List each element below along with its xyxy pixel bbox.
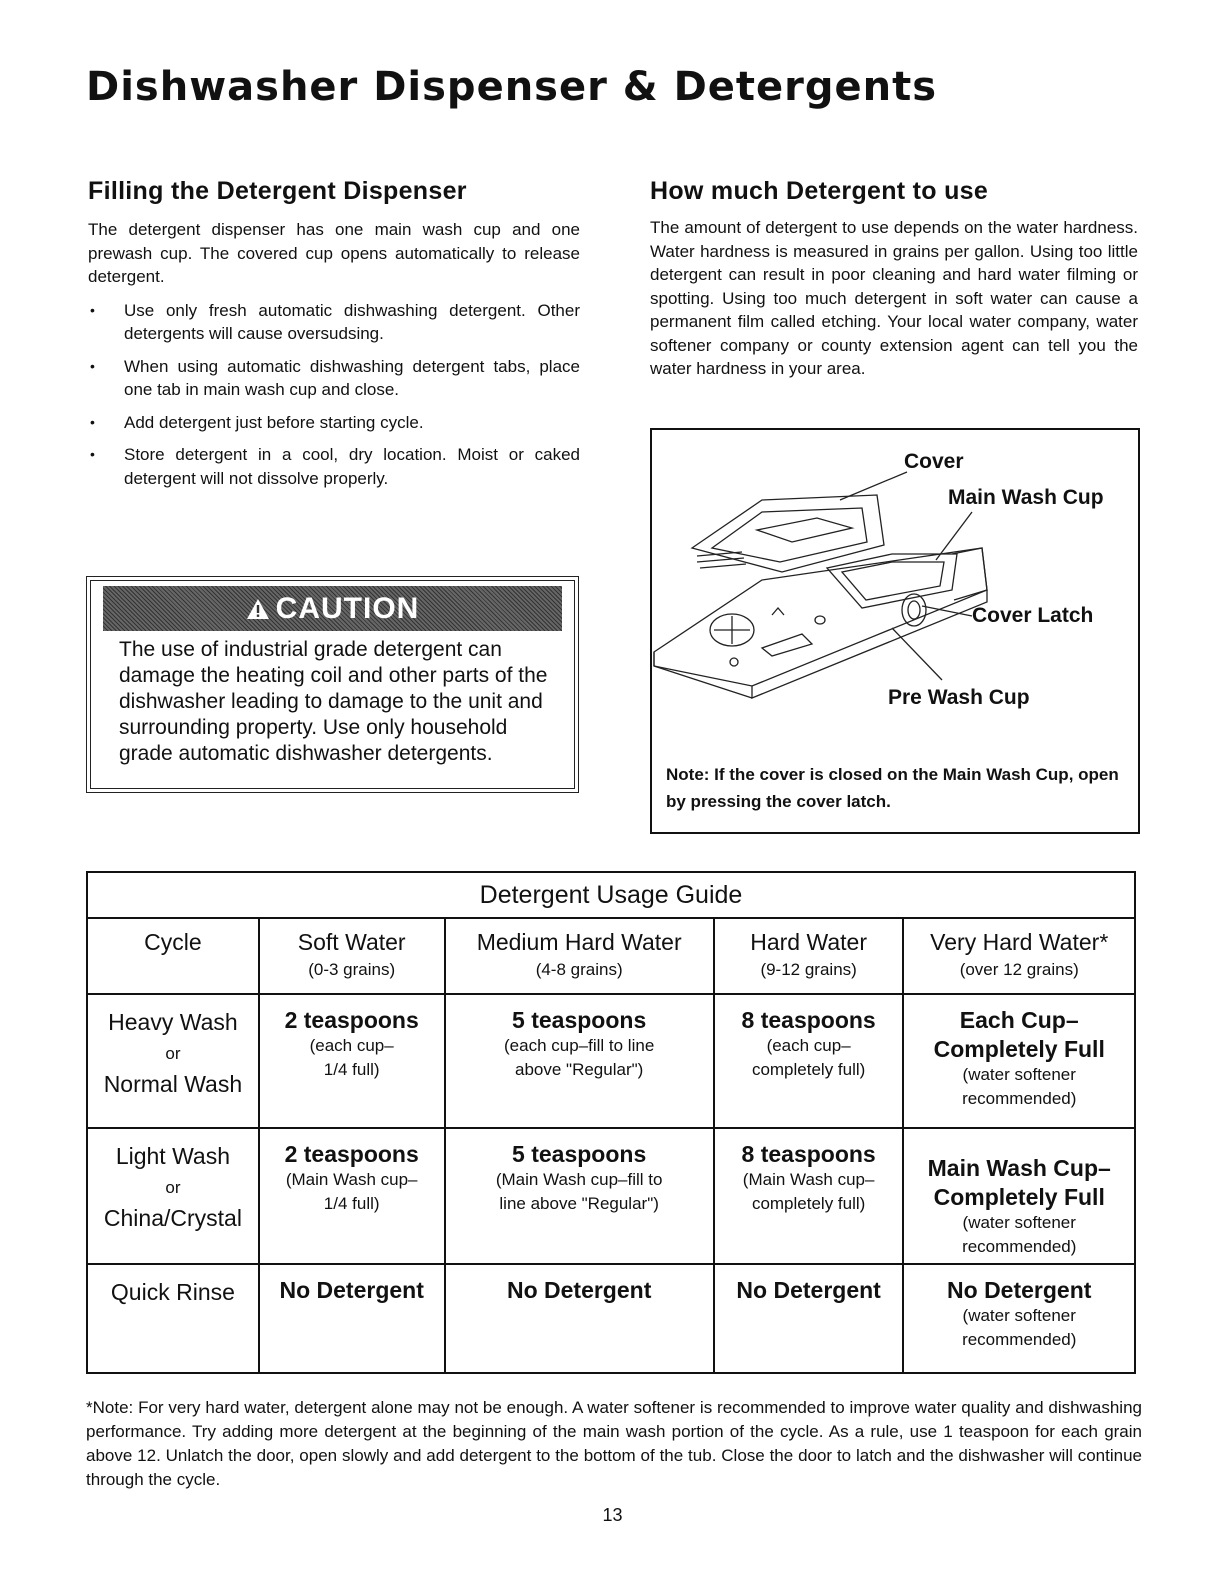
footnote: *Note: For very hard water, detergent alone may not be enough. A water softener is recommended to improve water quality and dishwashing performance. Try adding more detergent at the beginning of the main wash portion of the cycle. As a rule, use 1 teaspoon for each grain above 12. Unlatch the door, open slowly and add detergent to the bottom of the tub. Close the door to latch and the dishwasher will continue through the cycle. bbox=[86, 1398, 1142, 1489]
table-cell: No Detergent (water softener recommended) bbox=[903, 1264, 1135, 1373]
table-cell: 2 teaspoons (each cup– 1/4 full) bbox=[259, 994, 445, 1128]
table-cell: No Detergent bbox=[259, 1264, 445, 1373]
bullet-item: • Add detergent just before starting cycle. bbox=[88, 411, 580, 435]
page-title: Dishwasher Dispenser & Detergents bbox=[86, 64, 938, 110]
filling-bullets bbox=[88, 299, 580, 491]
table-cell: 5 teaspoons (each cup–fill to line above "Regular") bbox=[445, 994, 714, 1128]
figure-note: Note: If the cover is closed on the Main Wash Cup, open by pressing the cover latch. bbox=[666, 765, 1119, 811]
filling-intro: The detergent dispenser has one main wash cup and one prewash cup. The covered cup opens automatically to release detergent. bbox=[88, 220, 580, 286]
table-row bbox=[87, 994, 1135, 1128]
filling-heading: Filling the Detergent Dispenser bbox=[88, 177, 467, 205]
col-header: Medium Hard Water (4-8 grains) bbox=[445, 918, 714, 994]
table-cell: 8 teaspoons (each cup– completely full) bbox=[714, 994, 904, 1128]
label-cover-latch: Cover Latch bbox=[972, 604, 1094, 627]
dispenser-figure bbox=[650, 428, 1140, 834]
warning-triangle-icon bbox=[246, 598, 270, 620]
col-header: Cycle bbox=[87, 918, 259, 994]
table-cell: No Detergent bbox=[714, 1264, 904, 1373]
caution-label: CAUTION bbox=[275, 591, 420, 625]
header-row bbox=[87, 918, 1135, 994]
table-row bbox=[87, 1264, 1135, 1373]
how-much-heading: How much Detergent to use bbox=[650, 177, 989, 205]
table-row bbox=[87, 1128, 1135, 1264]
table-cell: 8 teaspoons (Main Wash cup– completely full) bbox=[714, 1128, 904, 1264]
table-cell: No Detergent bbox=[445, 1264, 714, 1373]
bullet-item: • Use only fresh automatic dishwashing detergent. Other detergents will cause oversudsing. bbox=[88, 299, 580, 346]
table-cell: Each Cup– Completely Full (water softener recommended) bbox=[903, 994, 1135, 1128]
guide-title: Detergent Usage Guide bbox=[87, 872, 1135, 918]
col-header: Hard Water (9-12 grains) bbox=[714, 918, 904, 994]
caution-text: The use of industrial grade detergent can damage the heating coil and other parts of the dishwasher leading to damage to the unit and surrounding property. Use only household grade automatic dishwasher detergents. bbox=[119, 638, 548, 765]
page-number: 13 bbox=[602, 1505, 623, 1525]
cycle-cell: Heavy Wash or Normal Wash bbox=[87, 994, 259, 1128]
table-cell: Main Wash Cup– Completely Full (water softener recommended) bbox=[903, 1128, 1135, 1264]
caution-banner bbox=[103, 586, 562, 631]
bullet-item: • Store detergent in a cool, dry location. Moist or caked detergent will not dissolve properly. bbox=[88, 443, 580, 490]
caution-box bbox=[86, 576, 579, 793]
label-main-wash-cup: Main Wash Cup bbox=[948, 486, 1104, 509]
col-header: Very Hard Water* (over 12 grains) bbox=[903, 918, 1135, 994]
label-cover: Cover bbox=[904, 450, 964, 473]
detergent-usage-guide bbox=[86, 871, 1136, 1374]
label-pre-wash-cup: Pre Wash Cup bbox=[888, 686, 1030, 709]
bullet-item: • When using automatic dishwashing detergent tabs, place one tab in main wash cup and close. bbox=[88, 355, 580, 402]
how-much-text: The amount of detergent to use depends on the water hardness. Water hardness is measured in grains per gallon. Using too little detergent can result in poor cleaning and hard water filming or spotting. Using too much detergent in soft water can cause a permanent film called etching. Your local water company, water softener company or county extension agent can tell you the water hardness in your area. bbox=[650, 218, 1138, 378]
cycle-cell: Light Wash or China/Crystal bbox=[87, 1128, 259, 1264]
table-cell: 5 teaspoons (Main Wash cup–fill to line above "Regular") bbox=[445, 1128, 714, 1264]
how-much-section bbox=[650, 177, 1138, 381]
cycle-cell: Quick Rinse bbox=[87, 1264, 259, 1373]
table-cell: 2 teaspoons (Main Wash cup– 1/4 full) bbox=[259, 1128, 445, 1264]
filling-section bbox=[88, 177, 580, 499]
col-header: Soft Water (0-3 grains) bbox=[259, 918, 445, 994]
